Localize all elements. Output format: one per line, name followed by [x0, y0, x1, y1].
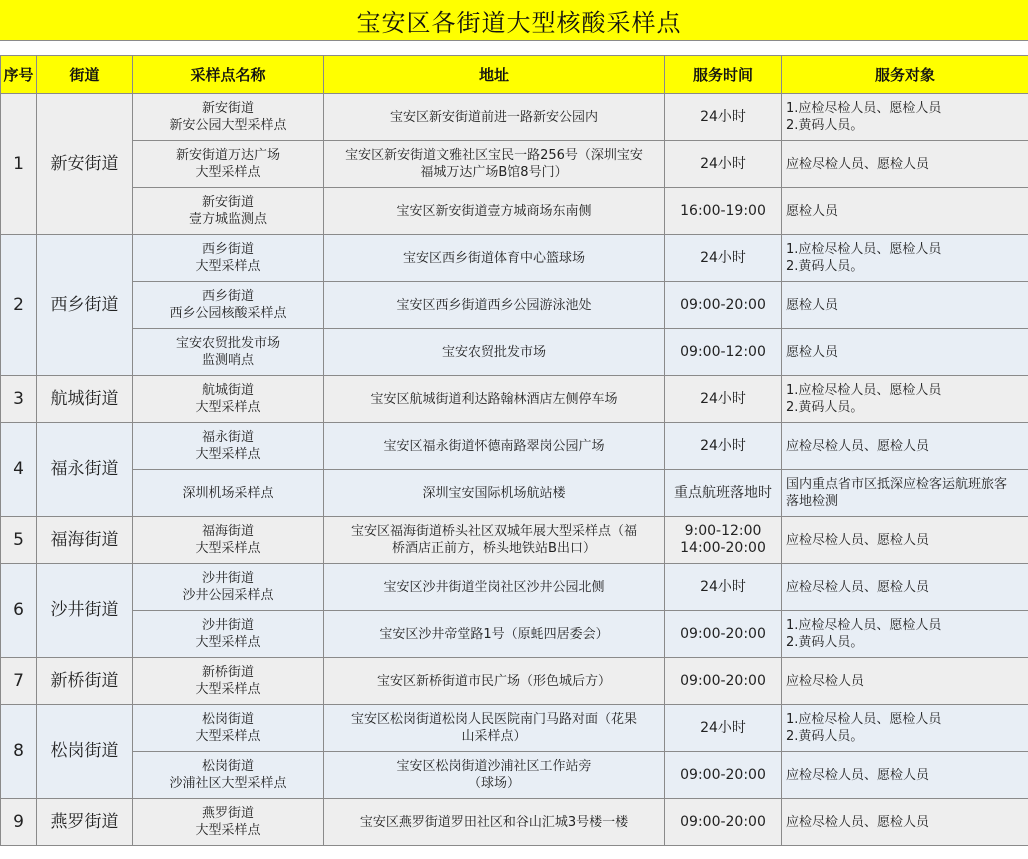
header-service-target: 服务对象 [782, 56, 1028, 94]
page-title: 宝安区各街道大型核酸采样点 [356, 8, 682, 37]
service-time-cell [665, 235, 782, 282]
table-row [1, 282, 1028, 329]
service-time-cell [665, 705, 782, 752]
service-time-cell [665, 752, 782, 799]
site-name-cell-text: 新安街道万达广场 大型采样点 [175, 148, 280, 180]
table-row [1, 188, 1028, 235]
address-cell-text: 宝安区西乡街道体育中心篮球场 [402, 250, 585, 266]
service-time-cell-text: 09:00-20:00 [680, 766, 766, 783]
service-time-cell-text: 重点航班落地时 [674, 484, 772, 501]
site-name-cell-text: 西乡街道 西乡公园核酸采样点 [169, 289, 287, 321]
site-name-cell [133, 188, 324, 235]
site-name-cell-text: 深圳机场采样点 [182, 485, 274, 501]
seq-cell: 2 [1, 235, 37, 376]
site-name-cell-text: 松岗街道 大型采样点 [195, 712, 261, 744]
service-time-cell [665, 517, 782, 564]
service-time-cell [665, 188, 782, 235]
service-time-cell [665, 423, 782, 470]
service-target-cell [782, 423, 1028, 470]
service-time-cell [665, 799, 782, 846]
street-cell: 松岗街道 [37, 705, 133, 799]
service-time-cell [665, 564, 782, 611]
header-site-name: 采样点名称 [133, 56, 324, 94]
street-cell: 新安街道 [37, 94, 133, 235]
site-name-cell [133, 705, 324, 752]
address-cell-text: 宝安区西乡街道西乡公园游泳池处 [396, 297, 592, 313]
service-target-cell-text: 应检尽检人员、愿检人员 [786, 438, 930, 454]
service-target-cell [782, 141, 1028, 188]
site-name-cell [133, 329, 324, 376]
site-name-cell [133, 517, 324, 564]
service-time-cell-text: 24小时 [700, 155, 746, 172]
service-target-cell-text: 1.应检尽检人员、愿检人员 2.黄码人员。 [786, 101, 942, 133]
service-time-cell-text: 24小时 [700, 437, 746, 454]
site-name-cell [133, 611, 324, 658]
street-cell: 航城街道 [37, 376, 133, 423]
address-cell-text: 宝安区福海街道桥头社区双城年展大型采样点（福 桥酒店正前方，桥头地铁站B出口） [350, 524, 637, 556]
seq-cell: 5 [1, 517, 37, 564]
address-cell-text: 宝安区燕罗街道罗田社区和谷山汇城3号楼一楼 [359, 814, 629, 830]
address-cell-text: 宝安区新桥街道市民广场（形色城后方） [376, 673, 611, 689]
address-cell [324, 94, 665, 141]
service-target-cell [782, 517, 1028, 564]
service-time-cell [665, 611, 782, 658]
table-row [1, 658, 1028, 705]
site-name-cell [133, 564, 324, 611]
header-street: 街道 [37, 56, 133, 94]
service-time-cell-text: 09:00-12:00 [680, 343, 766, 360]
site-name-cell [133, 423, 324, 470]
address-cell-text: 宝安区新安街道前进一路新安公园内 [389, 109, 598, 125]
address-cell [324, 141, 665, 188]
service-target-cell-text: 国内重点省市区抵深应检客运航班旅客 落地检测 [786, 477, 1008, 509]
service-time-cell [665, 470, 782, 517]
service-target-cell-text: 应检尽检人员、愿检人员 [786, 579, 930, 595]
service-time-cell-text: 09:00-20:00 [680, 813, 766, 830]
site-name-cell-text: 航城街道 大型采样点 [195, 383, 261, 415]
site-name-cell [133, 235, 324, 282]
service-target-cell-text: 应检尽检人员 [786, 673, 865, 689]
site-name-cell [133, 470, 324, 517]
site-name-cell-text: 松岗街道 沙浦社区大型采样点 [169, 759, 287, 791]
address-cell-text: 宝安区松岗街道沙浦社区工作站旁 （球场） [396, 759, 592, 791]
service-time-cell [665, 141, 782, 188]
service-target-cell [782, 611, 1028, 658]
address-cell [324, 235, 665, 282]
service-time-cell [665, 376, 782, 423]
address-cell-text: 宝安区新安街道文雅社区宝民一路256号（深圳宝安 福城万达广场B馆8号门） [345, 148, 643, 180]
table-row [1, 376, 1028, 423]
address-cell [324, 611, 665, 658]
site-name-cell [133, 658, 324, 705]
service-target-cell [782, 799, 1028, 846]
table-row [1, 752, 1028, 799]
service-time-cell-text: 09:00-20:00 [680, 672, 766, 689]
service-time-cell-text: 09:00-20:00 [680, 296, 766, 313]
address-cell [324, 282, 665, 329]
site-name-cell-text: 宝安农贸批发市场 监测哨点 [175, 336, 280, 368]
table-row [1, 799, 1028, 846]
address-cell [324, 376, 665, 423]
site-name-cell-text: 新桥街道 大型采样点 [195, 665, 261, 697]
site-name-cell [133, 376, 324, 423]
street-cell: 福永街道 [37, 423, 133, 517]
address-cell-text: 宝安区松岗街道松岗人民医院南门马路对面（花果 山采样点） [350, 712, 637, 744]
site-name-cell-text: 沙井街道 大型采样点 [195, 618, 261, 650]
address-cell-text: 宝安区新安街道壹方城商场东南侧 [396, 203, 592, 219]
service-target-cell [782, 94, 1028, 141]
service-target-cell [782, 282, 1028, 329]
service-target-cell [782, 564, 1028, 611]
site-name-cell [133, 799, 324, 846]
site-name-cell-text: 沙井街道 沙井公园采样点 [182, 571, 274, 603]
service-target-cell [782, 470, 1028, 517]
seq-cell: 1 [1, 94, 37, 235]
service-target-cell [782, 705, 1028, 752]
sampling-sites-table [0, 55, 1028, 846]
site-name-cell [133, 141, 324, 188]
service-target-cell-text: 应检尽检人员、愿检人员 [786, 156, 930, 172]
service-target-cell-text: 1.应检尽检人员、愿检人员 2.黄码人员。 [786, 712, 942, 744]
service-time-cell-text: 24小时 [700, 719, 746, 736]
header-service-time: 服务时间 [665, 56, 782, 94]
street-cell: 西乡街道 [37, 235, 133, 376]
address-cell [324, 799, 665, 846]
service-target-cell [782, 329, 1028, 376]
street-cell: 新桥街道 [37, 658, 133, 705]
seq-cell: 6 [1, 564, 37, 658]
table-row [1, 423, 1028, 470]
table-body [1, 94, 1028, 846]
header-seq: 序号 [1, 56, 37, 94]
site-name-cell-text: 新安街道 壹方城监测点 [188, 195, 267, 227]
seq-cell: 4 [1, 423, 37, 517]
service-target-cell-text: 应检尽检人员、愿检人员 [786, 814, 930, 830]
street-cell: 燕罗街道 [37, 799, 133, 846]
service-time-cell-text: 24小时 [700, 108, 746, 125]
service-time-cell [665, 329, 782, 376]
service-time-cell-text: 24小时 [700, 578, 746, 595]
address-cell [324, 188, 665, 235]
site-name-cell [133, 752, 324, 799]
street-cell: 沙井街道 [37, 564, 133, 658]
table-row [1, 517, 1028, 564]
service-target-cell [782, 188, 1028, 235]
service-target-cell-text: 愿检人员 [786, 297, 839, 313]
service-target-cell-text: 1.应检尽检人员、愿检人员 2.黄码人员。 [786, 618, 942, 650]
table-row [1, 94, 1028, 141]
seq-cell: 8 [1, 705, 37, 799]
address-cell [324, 329, 665, 376]
table-row [1, 470, 1028, 517]
service-target-cell-text: 应检尽检人员、愿检人员 [786, 767, 930, 783]
title-bar [0, 0, 1028, 41]
service-time-cell [665, 282, 782, 329]
address-cell-text: 宝安区福永街道怀德南路翠岗公园广场 [383, 438, 605, 454]
address-cell [324, 470, 665, 517]
service-target-cell [782, 376, 1028, 423]
address-cell-text: 深圳宝安国际机场航站楼 [422, 485, 566, 501]
header-row [1, 56, 1028, 94]
service-time-cell-text: 16:00-19:00 [680, 202, 766, 219]
seq-cell: 7 [1, 658, 37, 705]
service-target-cell-text: 1.应检尽检人员、愿检人员 2.黄码人员。 [786, 383, 942, 415]
table-row [1, 564, 1028, 611]
header-address: 地址 [324, 56, 665, 94]
table-row [1, 705, 1028, 752]
site-name-cell-text: 福海街道 大型采样点 [195, 524, 261, 556]
address-cell-text: 宝安区航城街道利达路翰林酒店左侧停车场 [370, 391, 618, 407]
service-target-cell-text: 1.应检尽检人员、愿检人员 2.黄码人员。 [786, 242, 942, 274]
table-row [1, 329, 1028, 376]
table-row [1, 235, 1028, 282]
service-target-cell [782, 658, 1028, 705]
site-name-cell-text: 西乡街道 大型采样点 [195, 242, 261, 274]
service-time-cell [665, 94, 782, 141]
street-cell: 福海街道 [37, 517, 133, 564]
table-row [1, 141, 1028, 188]
address-cell [324, 564, 665, 611]
service-time-cell-text: 9:00-12:00 14:00-20:00 [680, 523, 766, 556]
service-time-cell-text: 09:00-20:00 [680, 625, 766, 642]
spacer-row [0, 41, 1028, 56]
address-cell [324, 423, 665, 470]
address-cell [324, 705, 665, 752]
table-row [1, 611, 1028, 658]
service-time-cell-text: 24小时 [700, 390, 746, 407]
address-cell-text: 宝安农贸批发市场 [441, 344, 546, 360]
address-cell [324, 752, 665, 799]
service-target-cell-text: 愿检人员 [786, 203, 839, 219]
service-target-cell [782, 235, 1028, 282]
site-name-cell-text: 福永街道 大型采样点 [195, 430, 261, 462]
seq-cell: 9 [1, 799, 37, 846]
address-cell-text: 宝安区沙井帝堂路1号（原蚝四居委会） [379, 626, 609, 642]
service-time-cell-text: 24小时 [700, 249, 746, 266]
site-name-cell-text: 新安街道 新安公园大型采样点 [169, 101, 287, 133]
address-cell [324, 658, 665, 705]
address-cell [324, 517, 665, 564]
service-time-cell [665, 658, 782, 705]
service-target-cell-text: 应检尽检人员、愿检人员 [786, 532, 930, 548]
site-name-cell [133, 282, 324, 329]
service-target-cell-text: 愿检人员 [786, 344, 839, 360]
site-name-cell [133, 94, 324, 141]
site-name-cell-text: 燕罗街道 大型采样点 [195, 806, 261, 838]
seq-cell: 3 [1, 376, 37, 423]
address-cell-text: 宝安区沙井街道坣岗社区沙井公园北侧 [383, 579, 605, 595]
service-target-cell [782, 752, 1028, 799]
